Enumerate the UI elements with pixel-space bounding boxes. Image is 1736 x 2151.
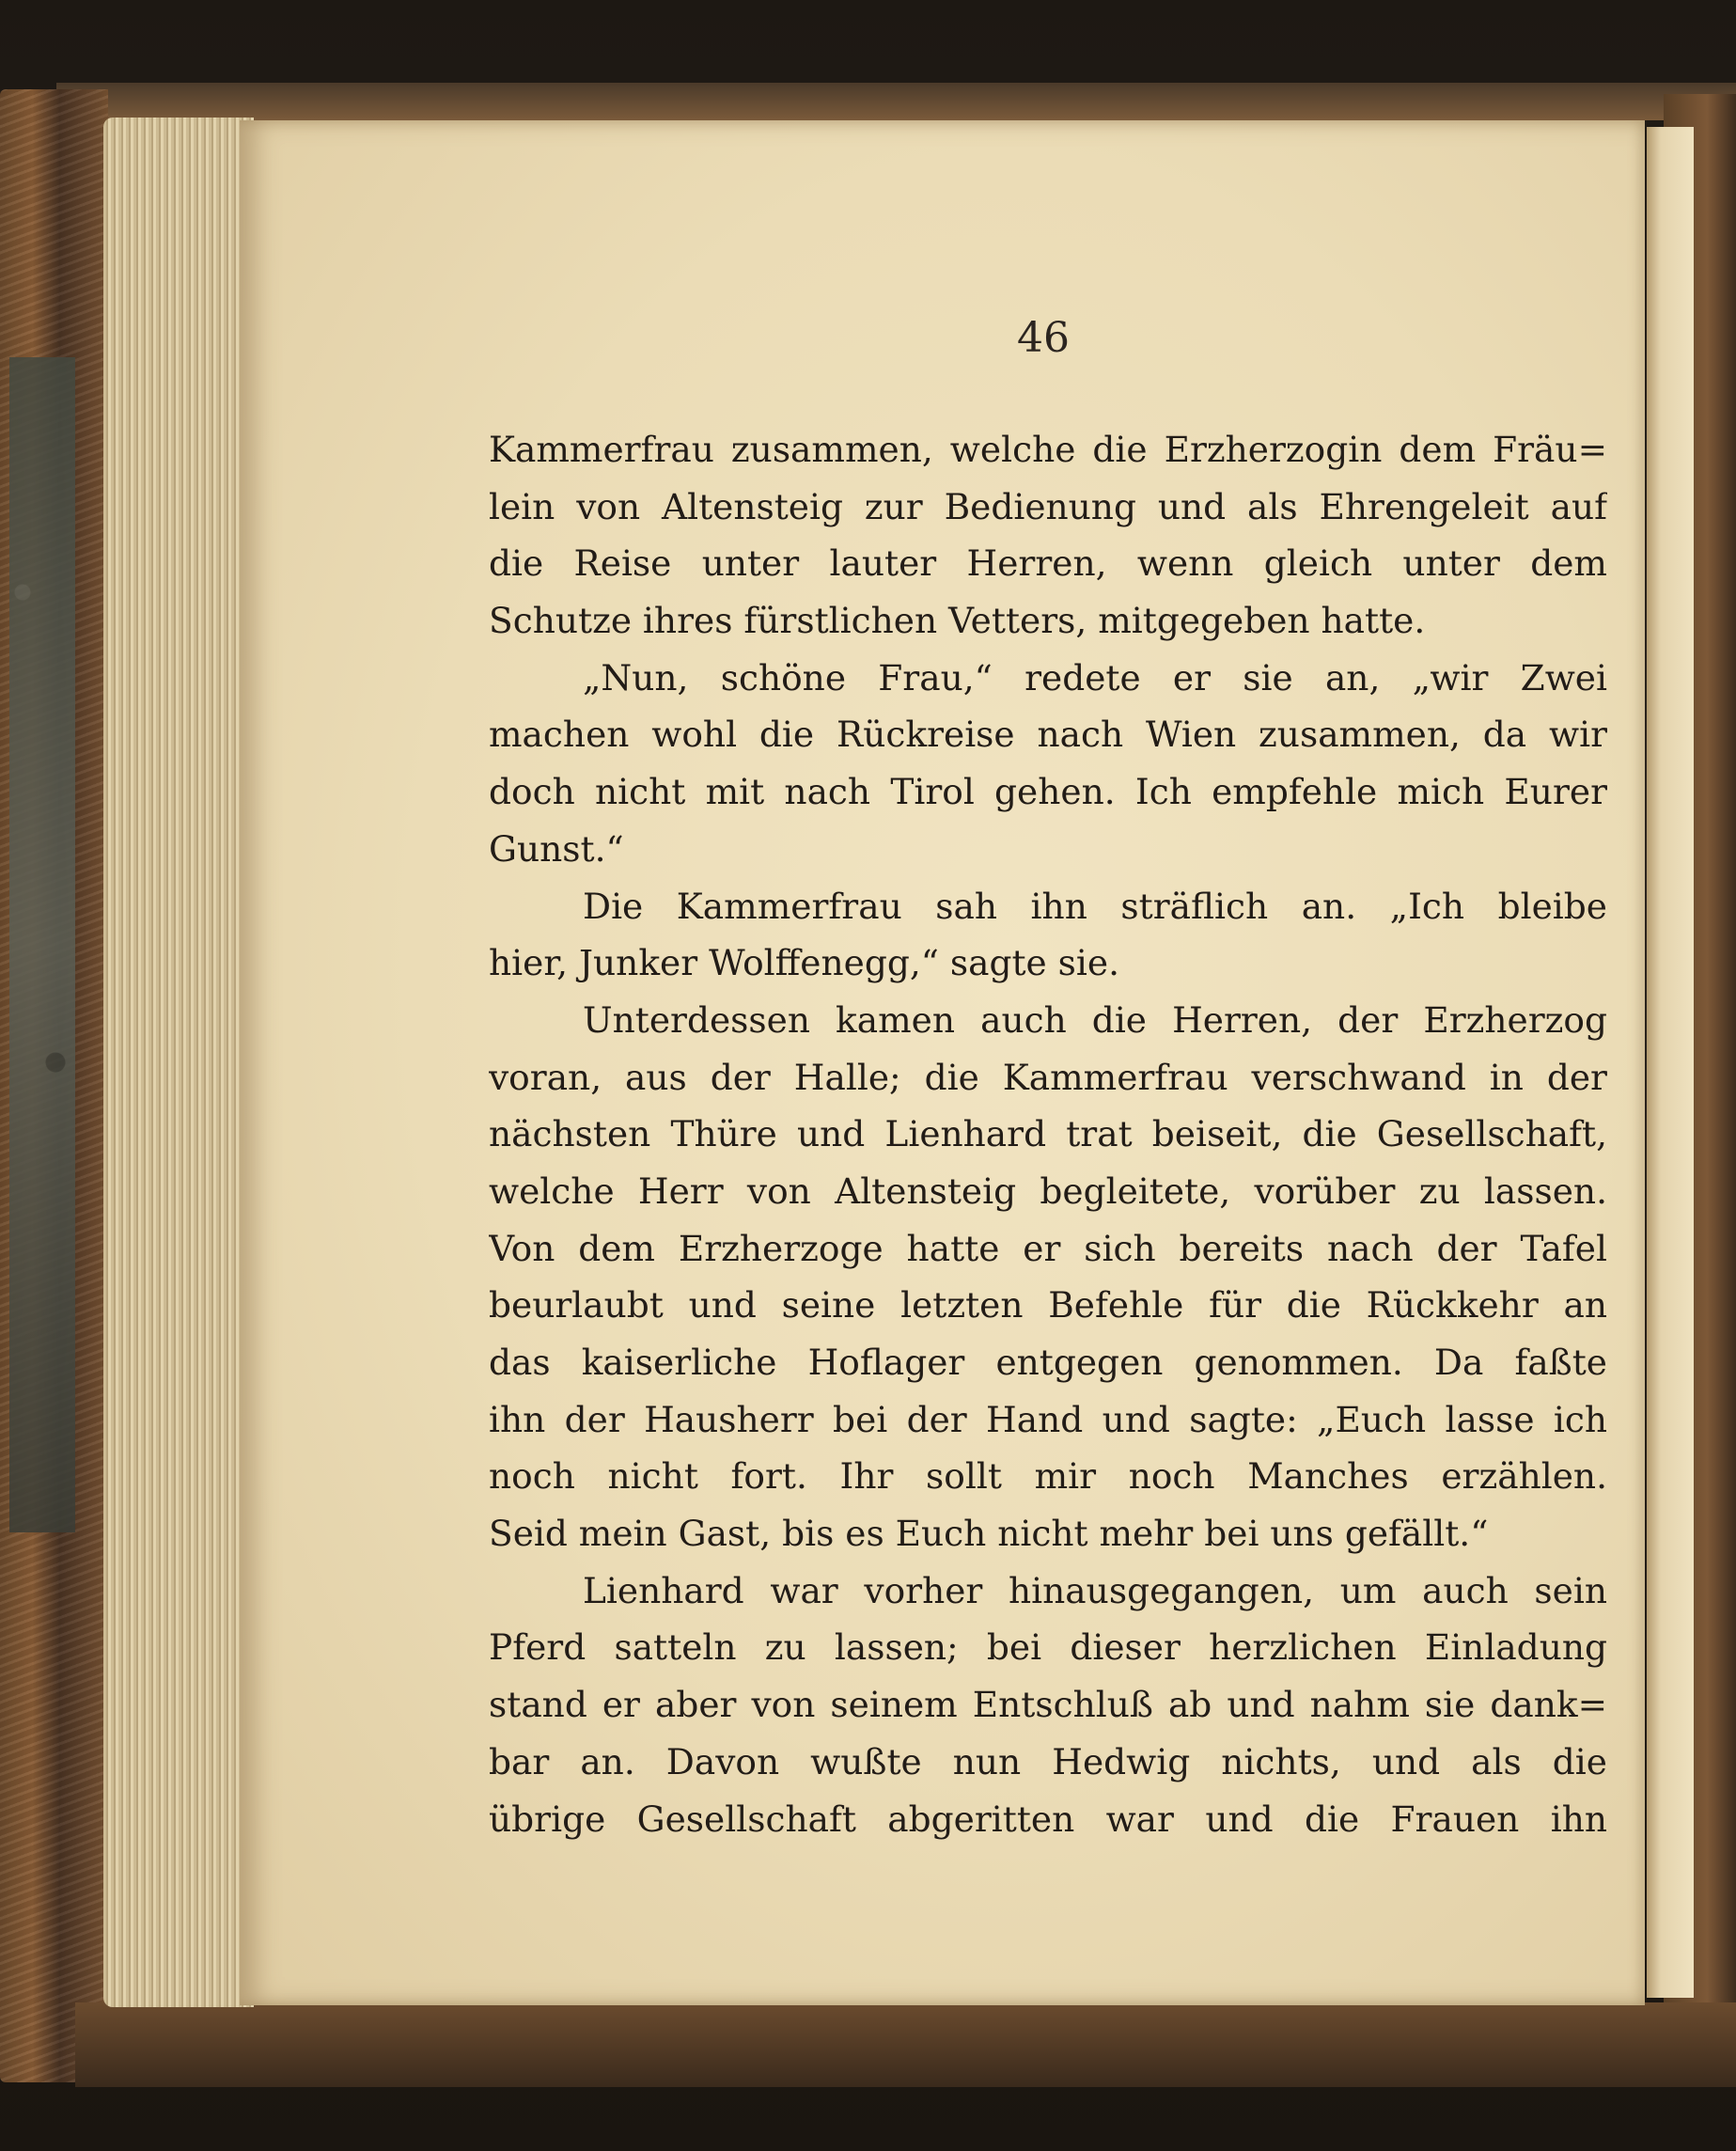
text-line: welche Herr von Altensteig begleitete, vorüber zu lassen. bbox=[489, 1170, 1607, 1212]
text-line: lein von Altensteig zur Bedienung und als Ehrengeleit auf bbox=[489, 485, 1607, 527]
text-line: ihn der Hausherr bei der Hand und sagte: „Euch lasse ich bbox=[489, 1398, 1607, 1440]
book-cover-top bbox=[56, 83, 1736, 120]
text-line: Gunst.“ bbox=[489, 827, 624, 870]
text-line: noch nicht fort. Ihr sollt mir noch Manches erzählen. bbox=[489, 1455, 1607, 1498]
text-line: stand er aber von seinem Entschluß ab und nahm sie dank= bbox=[489, 1684, 1607, 1726]
text-line: das kaiserliche Hoflager entgegen genommen. Da faßte bbox=[489, 1342, 1607, 1383]
page-stack-edge bbox=[103, 118, 254, 2007]
text-line: nächsten Thüre und Lienhard trat beiseit, die Gesellschaft, bbox=[489, 1113, 1607, 1155]
text-line: doch nicht mit nach Tirol gehen. Ich empfehle mich Eurer bbox=[489, 771, 1607, 813]
text-line: bar an. Davon wußte nun Hedwig nichts, und als die bbox=[489, 1740, 1607, 1782]
text-line: voran, aus der Halle; die Kammerfrau verschwand in der bbox=[489, 1056, 1607, 1098]
body-text bbox=[489, 421, 1607, 1847]
book-cover-bottom bbox=[75, 2002, 1736, 2087]
text-line: die Reise unter lauter Herren, wenn gleich unter dem bbox=[489, 542, 1607, 585]
text-line: Unterdessen kamen auch die Herren, der Erzherzog bbox=[583, 998, 1607, 1041]
facing-page-edge bbox=[1647, 127, 1694, 1998]
marbled-cover-pattern bbox=[9, 357, 75, 1532]
text-line: „Nun, schöne Frau,“ redete er sie an, „wir Zwei bbox=[583, 656, 1607, 699]
text-line: Seid mein Gast, bis es Euch nicht mehr bei uns gefällt.“ bbox=[489, 1513, 1489, 1555]
text-line: machen wohl die Rückreise nach Wien zusammen, da wir bbox=[489, 714, 1607, 756]
text-line: Kammerfrau zusammen, welche die Erzherzogin dem Fräu= bbox=[489, 429, 1607, 470]
text-line: übrige Gesellschaft abgeritten war und die Frauen ihn bbox=[489, 1798, 1607, 1840]
text-line: Von dem Erzherzoge hatte er sich bereits nach der Tafel bbox=[489, 1227, 1607, 1269]
text-line: hier, Junker Wolffenegg,“ sagte sie. bbox=[489, 942, 1119, 984]
text-line: Lienhard war vorher hinausgegangen, um auch sein bbox=[583, 1569, 1607, 1611]
text-line: Pferd satteln zu lassen; bei dieser herzlichen Einladung bbox=[489, 1626, 1607, 1669]
text-line: Die Kammerfrau sah ihn sträflich an. „Ich bleibe bbox=[583, 885, 1607, 927]
text-line: beurlaubt und seine letzten Befehle für die Rückkehr an bbox=[489, 1284, 1607, 1327]
text-line: Schutze ihres fürstlichen Vetters, mitgegeben hatte. bbox=[489, 600, 1426, 642]
page-number: 46 bbox=[1017, 314, 1070, 362]
